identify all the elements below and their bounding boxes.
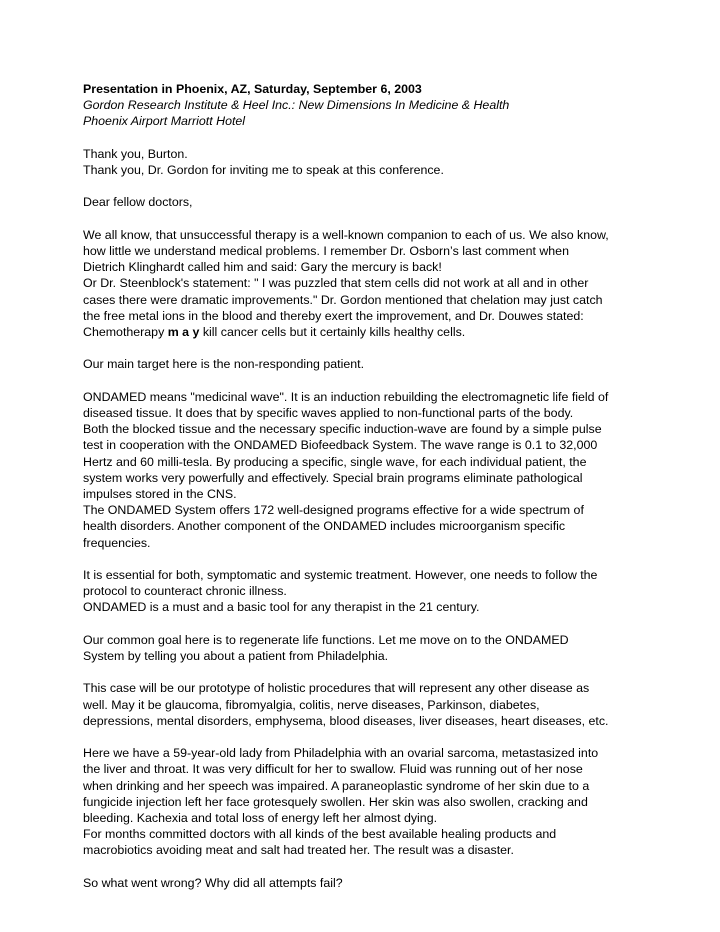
greeting-paragraph xyxy=(83,146,643,178)
document-subtitle-venue: Phoenix Airport Marriott Hotel xyxy=(83,114,246,129)
text-line: protocol to counteract chronic illness. xyxy=(83,584,287,599)
text-line: diseased tissue. It does that by specific waves applied to non-functional parts of the body. xyxy=(83,405,574,420)
paragraph-main-target: Our main target here is the non-responding patient. xyxy=(83,357,365,372)
text-line: Dietrich Klinghardt called him and said: Gary the mercury is back! xyxy=(83,260,442,275)
paragraph-gap xyxy=(83,130,643,146)
text-line: how little we understand medical problems. I remember Dr. Osborn’s last comment when xyxy=(83,243,569,258)
text-line: fungicide injection left her face grotesquely swollen. Her skin was also swollen, cracking and xyxy=(83,794,588,809)
paragraph-prototype xyxy=(83,680,643,729)
paragraph-gap xyxy=(83,373,643,389)
text-line: depressions, mental disorders, emphysema, blood diseases, liver diseases, heart diseases, etc. xyxy=(83,713,609,728)
paragraph-patient-case xyxy=(83,745,643,858)
text-line: Here we have a 59-year-old lady from Philadelphia with an ovarial sarcoma, metastasized into xyxy=(83,746,599,761)
text-line: Hertz and 60 milli-tesla. By producing a specific, single wave, for each individual patient, the xyxy=(83,454,587,469)
document-title: Presentation in Phoenix, AZ, Saturday, September 6, 2003 xyxy=(83,82,422,96)
paragraph-essential xyxy=(83,567,643,616)
text-line: Thank you, Dr. Gordon for inviting me to speak at this conference. xyxy=(83,163,444,177)
paragraph-common-goal xyxy=(83,632,643,664)
text-line: For months committed doctors with all kinds of the best available healing products and xyxy=(83,827,557,842)
paragraph-gap xyxy=(83,616,643,632)
text-line: frequencies. xyxy=(83,535,151,550)
document-subtitle-organization: Gordon Research Institute & Heel Inc.: New Dimensions In Medicine & Health xyxy=(83,98,510,113)
text-fragment: kill cancer cells but it certainly kills healthy cells. xyxy=(199,325,466,339)
text-line: ONDAMED is a must and a basic tool for any therapist in the 21 century. xyxy=(83,600,480,615)
text-line: Or Dr. Steenblock's statement: " I was puzzled that stem cells did not work at all and in other xyxy=(83,276,589,291)
salutation: Dear fellow doctors, xyxy=(83,195,193,210)
text-line: cases there were dramatic improvements." Dr. Gordon mentioned that chelation may just catch xyxy=(83,292,603,307)
emphasis-may: m a y xyxy=(167,325,200,339)
text-line: when drinking and her speech was impaired. A paraneoplastic syndrome of her skin due to a xyxy=(83,778,590,793)
text-line: This case will be our prototype of holistic procedures that will represent any other disease as xyxy=(83,681,590,696)
paragraph-gap xyxy=(83,859,643,875)
paragraph-gap xyxy=(83,729,643,745)
paragraph-gap xyxy=(83,664,643,680)
paragraph-ondamed-description xyxy=(83,389,643,551)
text-line-chemotherapy xyxy=(83,324,643,340)
text-line: the liver and throat. It was very difficult for her to swallow. Fluid was running out of her nose xyxy=(83,762,583,777)
text-line: the free metal ions in the blood and thereby exert the improvement, and Dr. Douwes stated: xyxy=(83,308,584,323)
paragraph-therapy xyxy=(83,227,643,340)
text-line: bleeding. Kachexia and total loss of energy left her almost dying. xyxy=(83,811,438,825)
document-body xyxy=(83,81,643,891)
paragraph-gap xyxy=(83,211,643,227)
paragraph-gap xyxy=(83,178,643,194)
text-line: health disorders. Another component of the ONDAMED includes microorganism specific xyxy=(83,519,566,534)
paragraph-closing-question: So what went wrong? Why did all attempts fail? xyxy=(83,875,343,890)
text-line: Our common goal here is to regenerate life functions. Let me move on to the ONDAMED xyxy=(83,632,569,647)
text-fragment: Chemotherapy xyxy=(83,325,168,339)
text-line: impulses stored in the CNS. xyxy=(83,487,237,501)
text-line: test in cooperation with the ONDAMED Biofeedback System. The wave range is 0.1 to 32,000 xyxy=(83,438,598,453)
text-line: Thank you, Burton. xyxy=(83,146,188,161)
text-line: well. May it be glaucoma, fibromyalgia, colitis, nerve diseases, Parkinson, diabetes, xyxy=(83,697,540,712)
paragraph-gap xyxy=(83,340,643,356)
text-line: system works very powerfully and effectively. Special brain programs eliminate pathological xyxy=(83,470,583,485)
text-line: System by telling you about a patient from Philadelphia. xyxy=(83,649,389,663)
paragraph-gap xyxy=(83,551,643,567)
text-line: We all know, that unsuccessful therapy is a well-known companion to each of us. We also know, xyxy=(83,227,609,242)
text-line: Both the blocked tissue and the necessary specific induction-wave are found by a simple pulse xyxy=(83,422,602,437)
text-line: macrobiotics avoiding meat and salt had treated her. The result was a disaster. xyxy=(83,843,514,858)
text-line: It is essential for both, symptomatic and systemic treatment. However, one needs to follow the xyxy=(83,568,598,582)
text-line: ONDAMED means "medicinal wave". It is an induction rebuilding the electromagnetic life field of xyxy=(83,389,609,404)
text-line: The ONDAMED System offers 172 well-designed programs effective for a wide spectrum of xyxy=(83,503,584,518)
